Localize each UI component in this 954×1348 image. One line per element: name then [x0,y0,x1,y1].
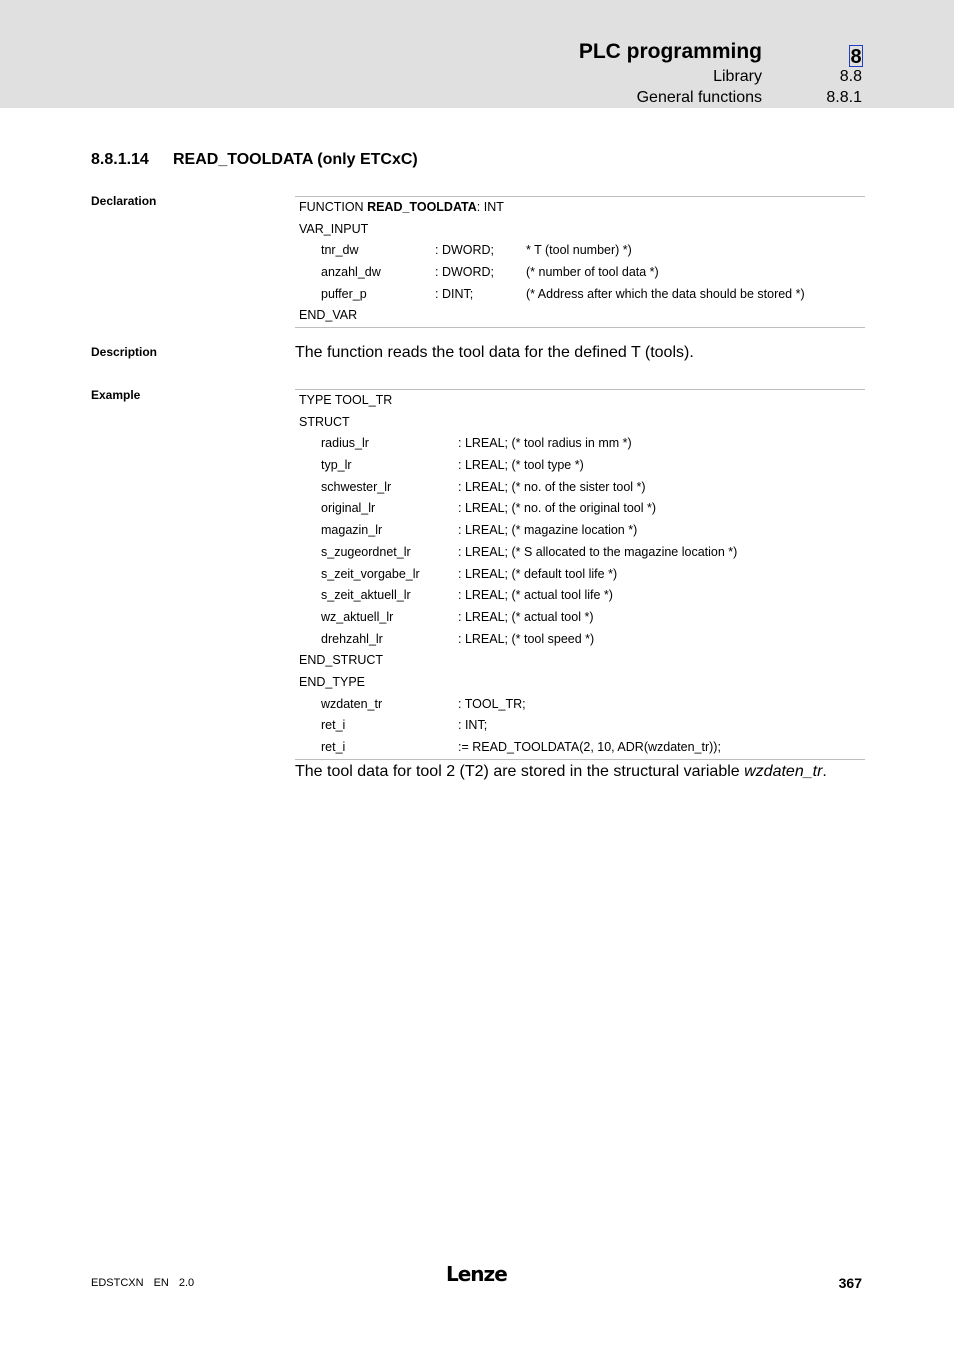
header-title: PLC programming [578,40,762,63]
example-var-row: ret_i : INT; [321,718,488,733]
struct-field-row: magazin_lr : LREAL; (* magazine location *) [321,523,638,538]
label-declaration: Declaration [91,194,157,208]
struct-field-row: typ_lr : LREAL; (* tool type *) [321,458,584,473]
declaration-var-row: anzahl_dw : DWORD; (* number of tool data *) [321,265,659,280]
function-return-type: : INT [476,200,504,214]
footer-version: 2.0 [178,1277,195,1289]
struct-field-row: schwester_lr : LREAL; (* no. of the sister tool *) [321,479,646,494]
code-line: STRUCT [299,414,350,429]
struct-field-row: wz_aktuell_lr : LREAL; (* actual tool *) [321,609,594,624]
code-line: END_STRUCT [299,653,384,668]
function-keyword: FUNCTION [299,200,368,214]
code-line [295,197,865,219]
label-example: Example [91,388,141,402]
lenze-logo: Lenze [446,1262,507,1286]
header-subnum-general-functions: 8.8.1 [826,89,862,106]
section-number: 8.8.1.14 [91,151,149,168]
header-subtitle-general-functions: General functions [636,89,762,106]
result-variable-name: wzdaten_tr [744,763,823,780]
code-line [295,305,865,327]
code-line: TYPE TOOL_TR [299,393,393,407]
section-heading [91,151,418,169]
header-subtitle-library: Library [713,68,762,85]
struct-field-row: radius_lr : LREAL; (* tool radius in mm *) [321,436,632,451]
example-var-row: ret_i := READ_TOOLDATA(2, 10, ADR(wzdaten_tr)); [321,740,721,754]
result-text: The tool data for tool 2 (T2) are stored in the structural variable wzdaten_tr. [295,763,827,780]
code-line [295,219,865,241]
struct-field-row: drehzahl_lr : LREAL; (* tool speed *) [321,631,595,646]
example-code-block [295,389,865,760]
struct-field-row: original_lr : LREAL; (* no. of the original tool *) [321,501,657,516]
label-description: Description [91,345,158,359]
struct-field-row: s_zugeordnet_lr : LREAL; (* S allocated to the magazine location *) [321,544,738,559]
declaration-var-row: tnr_dw : DWORD; * T (tool number) *) [321,243,632,258]
footer-doc-info [91,1277,204,1289]
declaration-var-row: puffer_p : DINT; (* Address after which the data should be stored *) [321,286,805,301]
struct-field-row: s_zeit_aktuell_lr : LREAL; (* actual tool life *) [321,588,613,603]
end-var-keyword: END_VAR [299,308,358,323]
description-text: The function reads the tool data for the defined T (tools). [295,344,694,361]
example-var-row: wzdaten_tr : TOOL_TR; [321,696,526,711]
var-input-keyword: VAR_INPUT [299,221,369,236]
footer-doc-id: EDSTCXN [91,1277,144,1289]
header-band [0,0,954,108]
footer-lang: EN [153,1277,169,1289]
page-number: 367 [838,1275,862,1291]
struct-field-row: s_zeit_vorgabe_lr : LREAL; (* default tool life *) [321,566,618,581]
code-line: END_TYPE [299,674,365,689]
chapter-number[interactable]: 8 [850,46,862,68]
declaration-code-block [295,196,865,328]
function-name: READ_TOOLDATA [367,200,477,214]
section-title: READ_TOOLDATA (only ETCxC) [173,151,418,168]
header-subnum-library: 8.8 [839,68,862,85]
